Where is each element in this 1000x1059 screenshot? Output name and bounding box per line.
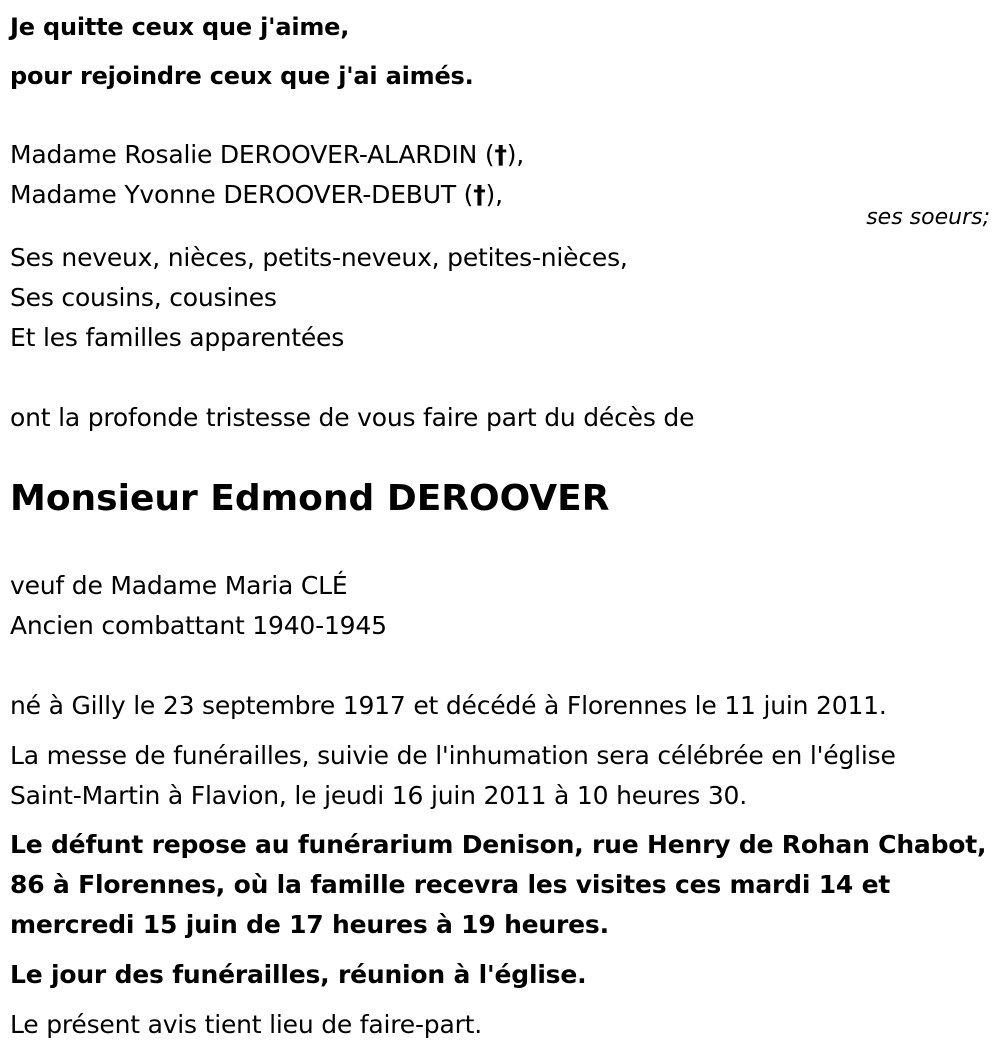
viewing-line-3: mercredi 15 juin de 17 heures à 19 heures. [10, 910, 609, 939]
sister-yvonne-suffix: ), [485, 180, 503, 209]
sister-rosalie-name: Madame Rosalie DEROOVER-ALARDIN ( [10, 140, 495, 169]
relatives-line-1: Ses neveux, nièces, petits-neveux, petites-nièces, [10, 243, 628, 272]
deceased-cross-icon: † [494, 140, 507, 169]
birth-death-dates: né à Gilly le 23 septembre 1917 et décédé à Florennes le 11 juin 2011. [10, 691, 887, 720]
viewing-line-2: 86 à Florennes, où la famille recevra les visites ces mardi 14 et [10, 870, 891, 899]
deceased-name: Monsieur Edmond DEROOVER [10, 478, 610, 519]
epigraph-line-2: pour rejoindre ceux que j'ai aimés. [10, 62, 474, 90]
deceased-cross-icon: † [473, 180, 486, 209]
footer-note: Le présent avis tient lieu de faire-part. [10, 1010, 483, 1039]
spouse-line: veuf de Madame Maria CLÉ [10, 571, 348, 600]
relatives-line-2: Ses cousins, cousines [10, 283, 277, 312]
sister-yvonne-name: Madame Yvonne DEROOVER-DEBUT ( [10, 180, 474, 209]
relatives-line-3: Et les familles apparentées [10, 323, 345, 352]
sister-yvonne [10, 180, 503, 210]
sister-rosalie-suffix: ), [506, 140, 525, 169]
mass-line-2: Saint-Martin à Flavion, le jeudi 16 juin 2011 à 10 heures 30. [10, 781, 747, 810]
funeral-meeting: Le jour des funérailles, réunion à l'église. [10, 960, 587, 989]
sister-rosalie [10, 140, 524, 170]
epigraph-line-1: Je quitte ceux que j'aime, [10, 13, 350, 41]
mass-line-1: La messe de funérailles, suivie de l'inhumation sera célébrée en l'église [10, 741, 896, 770]
announcement-text: ont la profonde tristesse de vous faire part du décès de [10, 403, 695, 432]
sisters-role-label: ses soeurs; [866, 205, 990, 230]
viewing-line-1: Le défunt repose au funérarium Denison, rue Henry de Rohan Chabot, [10, 830, 987, 859]
veteran-line: Ancien combattant 1940-1945 [10, 611, 387, 640]
